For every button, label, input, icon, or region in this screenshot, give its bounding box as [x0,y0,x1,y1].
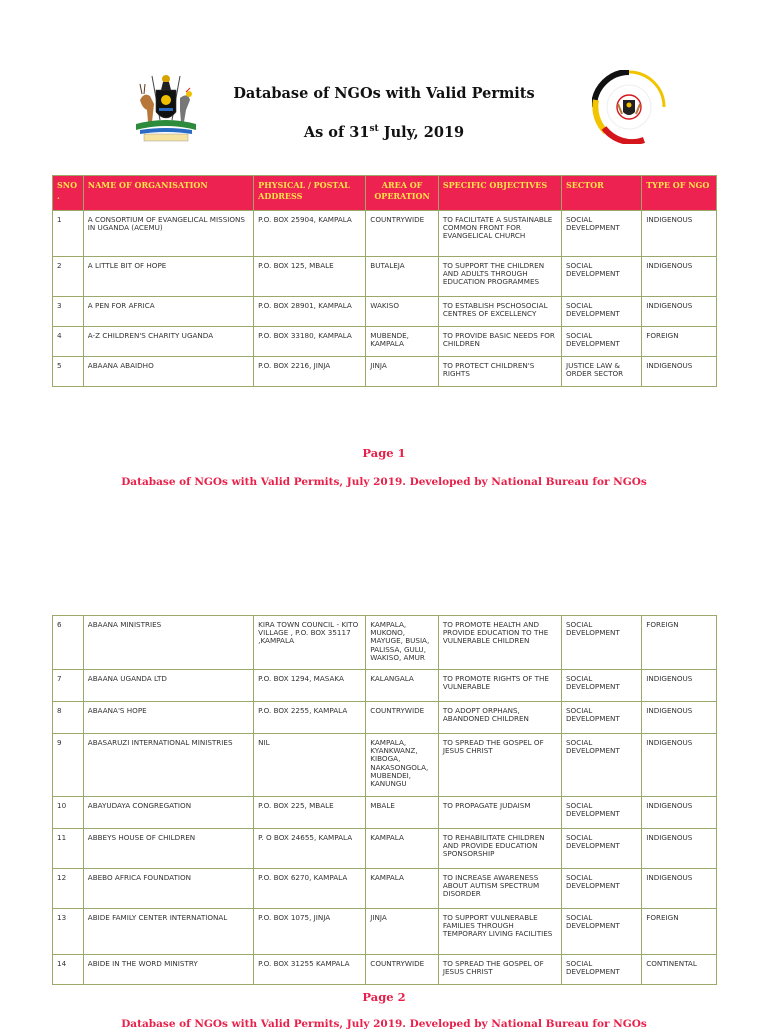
cell-type: INDIGENOUS [642,670,717,702]
cell-address: NIL [254,734,366,797]
cell-objectives: TO SPREAD THE GOSPEL OF JESUS CHRIST [438,955,561,985]
cell-address: P.O. BOX 31255 KAMPALA [254,955,366,985]
cell-sector: SOCIAL DEVELOPMENT [561,257,641,297]
cell-sno: 1 [53,211,84,257]
cell-sector: SOCIAL DEVELOPMENT [561,829,641,869]
cell-sector: SOCIAL DEVELOPMENT [561,909,641,955]
date-suffix: July, 2019 [378,124,465,141]
cell-objectives: TO PROTECT CHILDREN'S RIGHTS [438,357,561,387]
cell-name: ABAANA UGANDA LTD [83,670,253,702]
cell-name: ABIDE IN THE WORD MINISTRY [83,955,253,985]
cell-area: JINJA [366,909,439,955]
cell-type: INDIGENOUS [642,702,717,734]
cell-area: WAKISO [366,297,439,327]
cell-area: COUNTRYWIDE [366,211,439,257]
cell-sno: 9 [53,734,84,797]
cell-name: A LITTLE BIT OF HOPE [83,257,253,297]
cell-type: INDIGENOUS [642,869,717,909]
cell-sno: 13 [53,909,84,955]
cell-address: P.O. BOX 125, MBALE [254,257,366,297]
document-title: Database of NGOs with Valid Permits [233,85,535,102]
cell-sector: SOCIAL DEVELOPMENT [561,869,641,909]
cell-sno: 5 [53,357,84,387]
cell-objectives: TO SUPPORT VULNERABLE FAMILIES THROUGH TEMPORARY LIVING FACILITIES [438,909,561,955]
cell-type: FOREIGN [642,327,717,357]
cell-type: INDIGENOUS [642,357,717,387]
cell-sno: 3 [53,297,84,327]
page-number-1: Page 1 [362,446,406,460]
header-type: TYPE OF NGO [642,176,717,211]
cell-address: P.O. BOX 2255, KAMPALA [254,702,366,734]
cell-type: INDIGENOUS [642,211,717,257]
cell-type: INDIGENOUS [642,257,717,297]
document-date [0,124,768,141]
cell-type: FOREIGN [642,909,717,955]
table-row [53,616,717,670]
cell-sno: 6 [53,616,84,670]
cell-address: P.O. BOX 1075, JINJA [254,909,366,955]
table-row [53,869,717,909]
cell-objectives: TO PROVIDE BASIC NEEDS FOR CHILDREN [438,327,561,357]
cell-area: JINJA [366,357,439,387]
cell-address: P.O. BOX 25904, KAMPALA [254,211,366,257]
cell-type: INDIGENOUS [642,734,717,797]
cell-name: ABAANA'S HOPE [83,702,253,734]
cell-objectives: TO SUPPORT THE CHILDREN AND ADULTS THROUGH EDUCATION PROGRAMMES [438,257,561,297]
cell-sector: SOCIAL DEVELOPMENT [561,797,641,829]
table-body-page1 [53,211,717,387]
cell-name: ABIDE FAMILY CENTER INTERNATIONAL [83,909,253,955]
table-row [53,297,717,327]
cell-sno: 12 [53,869,84,909]
cell-sector: SOCIAL DEVELOPMENT [561,327,641,357]
cell-area: COUNTRYWIDE [366,955,439,985]
cell-address: P.O. BOX 1294, MASAKA [254,670,366,702]
table-row [53,829,717,869]
page-footer-1: Database of NGOs with Valid Permits, July 2019. Developed by National Bureau for NGOs [121,476,647,488]
table-row [53,955,717,985]
cell-sector: SOCIAL DEVELOPMENT [561,297,641,327]
cell-sector: SOCIAL DEVELOPMENT [561,616,641,670]
cell-objectives: TO SPREAD THE GOSPEL OF JESUS CHRIST [438,734,561,797]
cell-sno: 7 [53,670,84,702]
cell-objectives: TO INCREASE AWARENESS ABOUT AUTISM SPECTRUM DISORDER [438,869,561,909]
cell-address: P.O. BOX 33180, KAMPALA [254,327,366,357]
cell-sno: 4 [53,327,84,357]
table-body-page2 [53,616,717,985]
cell-name: ABASARUZI INTERNATIONAL MINISTRIES [83,734,253,797]
cell-address: P.O. BOX 225, MBALE [254,797,366,829]
header-sno: SNO. [53,176,84,211]
cell-area: MUBENDE, KAMPALA [366,327,439,357]
cell-address: P.O. BOX 6270, KAMPALA [254,869,366,909]
cell-objectives: TO PROMOTE RIGHTS OF THE VULNERABLE [438,670,561,702]
cell-sno: 11 [53,829,84,869]
cell-area: BUTALEJA [366,257,439,297]
cell-type: INDIGENOUS [642,797,717,829]
cell-area: KAMPALA, MUKONO, MAYUGE, BUSIA, PALISSA, GULU, WAKISO, AMUR [366,616,439,670]
date-prefix: As of 31 [303,124,370,141]
cell-sector: SOCIAL DEVELOPMENT [561,955,641,985]
cell-name: ABBEYS HOUSE OF CHILDREN [83,829,253,869]
cell-type: CONTINENTAL [642,955,717,985]
header-address: PHYSICAL / POSTAL ADDRESS [254,176,366,211]
cell-area: KALANGALA [366,670,439,702]
cell-address: KIRA TOWN COUNCIL - KITO VILLAGE , P.O. BOX 35117 ,KAMPALA [254,616,366,670]
cell-sno: 2 [53,257,84,297]
cell-sector: SOCIAL DEVELOPMENT [561,734,641,797]
cell-objectives: TO FACILITATE A SUSTAINABLE COMMON FRONT FOR EVANGELICAL CHURCH [438,211,561,257]
cell-area: KAMPALA [366,829,439,869]
cell-address: P.O. BOX 28901, KAMPALA [254,297,366,327]
cell-type: INDIGENOUS [642,297,717,327]
table-row [53,797,717,829]
page-number-2: Page 2 [362,990,406,1004]
cell-name: ABAYUDAYA CONGREGATION [83,797,253,829]
cell-name: ABAANA MINISTRIES [83,616,253,670]
cell-address: P.O. BOX 2216, JINJA [254,357,366,387]
cell-objectives: TO PROPAGATE JUDAISM [438,797,561,829]
cell-objectives: TO ADOPT ORPHANS, ABANDONED CHILDREN [438,702,561,734]
ngo-table-page1 [52,175,717,387]
table-row [53,211,717,257]
cell-area: KAMPALA, KYANKWANZ, KIBOGA, NAKASONGOLA, MUBENDEI, KANUNGU [366,734,439,797]
cell-sno: 8 [53,702,84,734]
cell-name: A CONSORTIUM OF EVANGELICAL MISSIONS IN UGANDA (ACEMU) [83,211,253,257]
ngo-table-page2 [52,615,717,985]
cell-sno: 10 [53,797,84,829]
cell-area: KAMPALA [366,869,439,909]
header-name: NAME OF ORGANISATION [83,176,253,211]
cell-type: FOREIGN [642,616,717,670]
cell-address: P. O BOX 24655, KAMPALA [254,829,366,869]
cell-objectives: TO PROMOTE HEALTH AND PROVIDE EDUCATION TO THE VULNERABLE CHILDREN [438,616,561,670]
date-superscript: st [369,124,379,135]
page-footer-2: Database of NGOs with Valid Permits, July 2019. Developed by National Bureau for NGOs [121,1018,647,1030]
cell-type: INDIGENOUS [642,829,717,869]
cell-objectives: TO ESTABLISH PSCHOSOCIAL CENTRES OF EXCELLENCY [438,297,561,327]
table-row [53,327,717,357]
table-header-row [53,176,717,211]
cell-sno: 14 [53,955,84,985]
cell-name: A PEN FOR AFRICA [83,297,253,327]
cell-name: ABAANA ABAIDHO [83,357,253,387]
cell-sector: SOCIAL DEVELOPMENT [561,211,641,257]
cell-sector: SOCIAL DEVELOPMENT [561,702,641,734]
cell-area: COUNTRYWIDE [366,702,439,734]
cell-objectives: TO REHABILITATE CHILDREN AND PROVIDE EDUCATION SPONSORSHIP [438,829,561,869]
header-area: AREA OF OPERATION [366,176,439,211]
table-row [53,702,717,734]
cell-sector: JUSTICE LAW & ORDER SECTOR [561,357,641,387]
cell-area: MBALE [366,797,439,829]
header-objectives: SPECIFIC OBJECTIVES [438,176,561,211]
table-row [53,357,717,387]
cell-name: A-Z CHILDREN'S CHARITY UGANDA [83,327,253,357]
cell-sector: SOCIAL DEVELOPMENT [561,670,641,702]
table-row [53,670,717,702]
cell-name: ABEBO AFRICA FOUNDATION [83,869,253,909]
table-row [53,734,717,797]
table-row [53,909,717,955]
table-row [53,257,717,297]
header-sector: SECTOR [561,176,641,211]
